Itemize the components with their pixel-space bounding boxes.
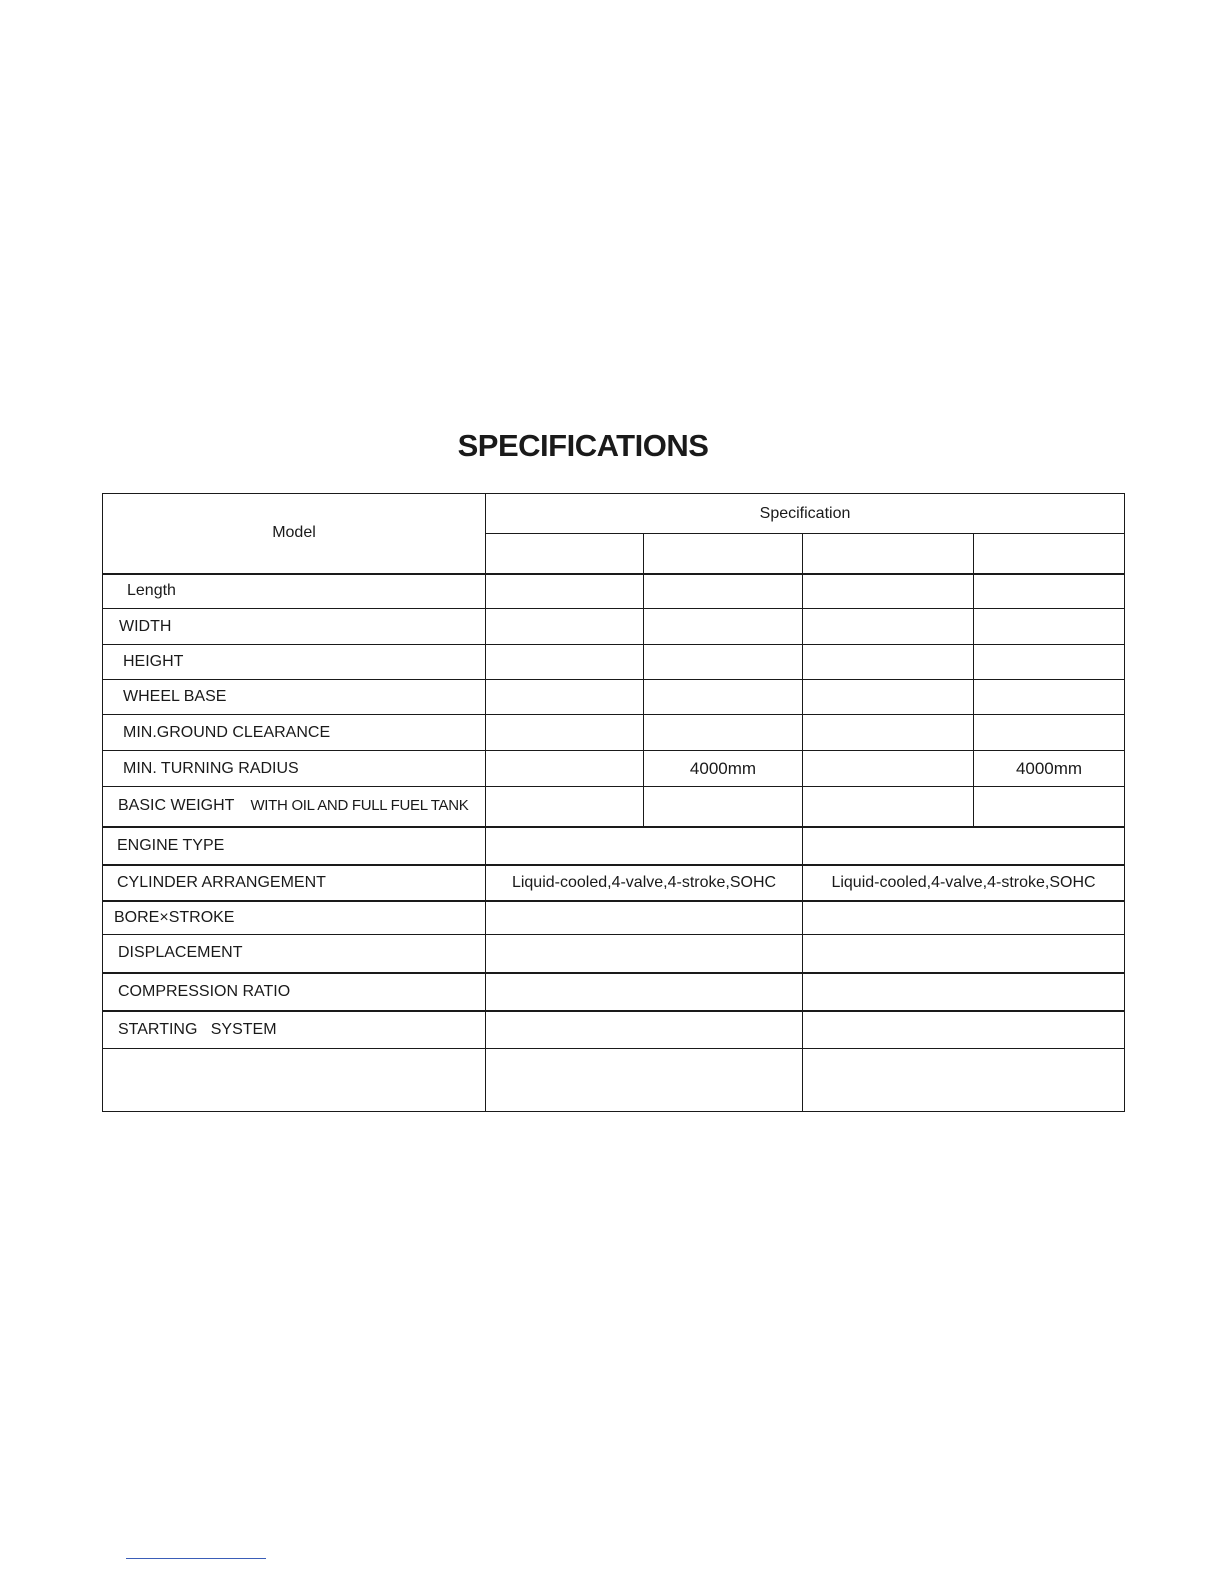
value-cell	[974, 680, 1125, 715]
table-row	[103, 715, 1125, 751]
row-label-text: ENGINE TYPE	[117, 836, 225, 854]
model-header: Model	[103, 494, 486, 574]
page-title: SPECIFICATIONS	[457, 428, 709, 463]
row-label	[103, 1049, 486, 1112]
row-label	[103, 715, 486, 751]
value-cell	[486, 1011, 803, 1049]
row-label-text: STARTING SYSTEM	[118, 1020, 277, 1038]
value-cell	[644, 645, 803, 680]
row-label-text: WIDTH	[119, 617, 172, 635]
value-cell	[803, 827, 1125, 865]
value-cell	[644, 574, 803, 609]
row-label-text: BASIC WEIGHT	[118, 797, 235, 815]
value-cell	[644, 787, 803, 827]
value-cell	[803, 1011, 1125, 1049]
row-label-text: MIN.GROUND CLEARANCE	[123, 723, 331, 741]
value-cell	[803, 1049, 1125, 1112]
table-row	[103, 973, 1125, 1011]
row-label-text: Length	[127, 582, 176, 600]
table-row	[103, 645, 1125, 680]
row-label	[103, 827, 486, 865]
table-row	[103, 1011, 1125, 1049]
table-row	[103, 787, 1125, 827]
value-cell	[803, 935, 1125, 973]
row-label-text: DISPLACEMENT	[118, 944, 243, 962]
row-label-note: WITH OIL AND FULL FUEL TANK	[250, 797, 469, 815]
value-cell	[486, 973, 803, 1011]
variant-header-cell	[803, 534, 974, 574]
value-cell	[644, 715, 803, 751]
row-label	[103, 973, 486, 1011]
row-label-text: COMPRESSION RATIO	[118, 982, 291, 1000]
value-cell	[486, 751, 644, 787]
value-cell	[486, 1049, 803, 1112]
table-row	[103, 901, 1125, 935]
variant-header-cell	[644, 534, 803, 574]
row-label	[103, 574, 486, 609]
value-cell	[803, 787, 974, 827]
value-cell	[974, 645, 1125, 680]
variant-header-cell	[486, 534, 644, 574]
value-cell	[486, 574, 644, 609]
value-cell	[803, 715, 974, 751]
value-cell	[803, 645, 974, 680]
value-cell	[486, 645, 644, 680]
value-cell	[644, 680, 803, 715]
header-row	[103, 494, 1125, 534]
value-cell	[486, 715, 644, 751]
value-cell: Liquid-cooled,4-valve,4-stroke,SOHC	[803, 865, 1125, 901]
table-row	[103, 935, 1125, 973]
row-label-text: MIN. TURNING RADIUS	[123, 759, 299, 777]
value-cell: Liquid-cooled,4-valve,4-stroke,SOHC	[486, 865, 803, 901]
value-cell	[803, 751, 974, 787]
row-label	[103, 787, 486, 827]
value-cell	[803, 680, 974, 715]
value-cell	[803, 973, 1125, 1011]
row-label	[103, 751, 486, 787]
table-row	[103, 865, 1125, 901]
value-cell	[486, 935, 803, 973]
row-label	[103, 680, 486, 715]
value-cell	[486, 609, 644, 645]
row-label	[103, 865, 486, 901]
specification-header: Specification	[486, 494, 1125, 534]
variant-header-cell	[974, 534, 1125, 574]
table-row	[103, 574, 1125, 609]
value-cell	[974, 787, 1125, 827]
row-label-text: CYLINDER ARRANGEMENT	[117, 873, 326, 891]
value-cell	[644, 609, 803, 645]
row-label	[103, 1011, 486, 1049]
row-label-text: BORE×STROKE	[114, 908, 235, 926]
value-cell	[486, 680, 644, 715]
table-row	[103, 827, 1125, 865]
specifications-table	[102, 493, 1125, 1112]
value-cell	[486, 787, 644, 827]
table-row	[103, 609, 1125, 645]
row-label-text: HEIGHT	[123, 653, 184, 670]
value-cell: 4000mm	[644, 751, 803, 787]
table-row	[103, 751, 1125, 787]
value-cell	[803, 609, 974, 645]
table-row	[103, 1049, 1125, 1112]
value-cell: 4000mm	[974, 751, 1125, 787]
table-row	[103, 680, 1125, 715]
value-cell	[803, 574, 974, 609]
value-cell	[803, 901, 1125, 935]
value-cell	[486, 827, 803, 865]
value-cell	[974, 574, 1125, 609]
row-label	[103, 645, 486, 680]
footer-divider	[126, 1558, 266, 1559]
row-label-text: WHEEL BASE	[123, 688, 227, 705]
value-cell	[974, 715, 1125, 751]
value-cell	[486, 901, 803, 935]
value-cell	[974, 609, 1125, 645]
row-label	[103, 935, 486, 973]
row-label	[103, 901, 486, 935]
row-label	[103, 609, 486, 645]
